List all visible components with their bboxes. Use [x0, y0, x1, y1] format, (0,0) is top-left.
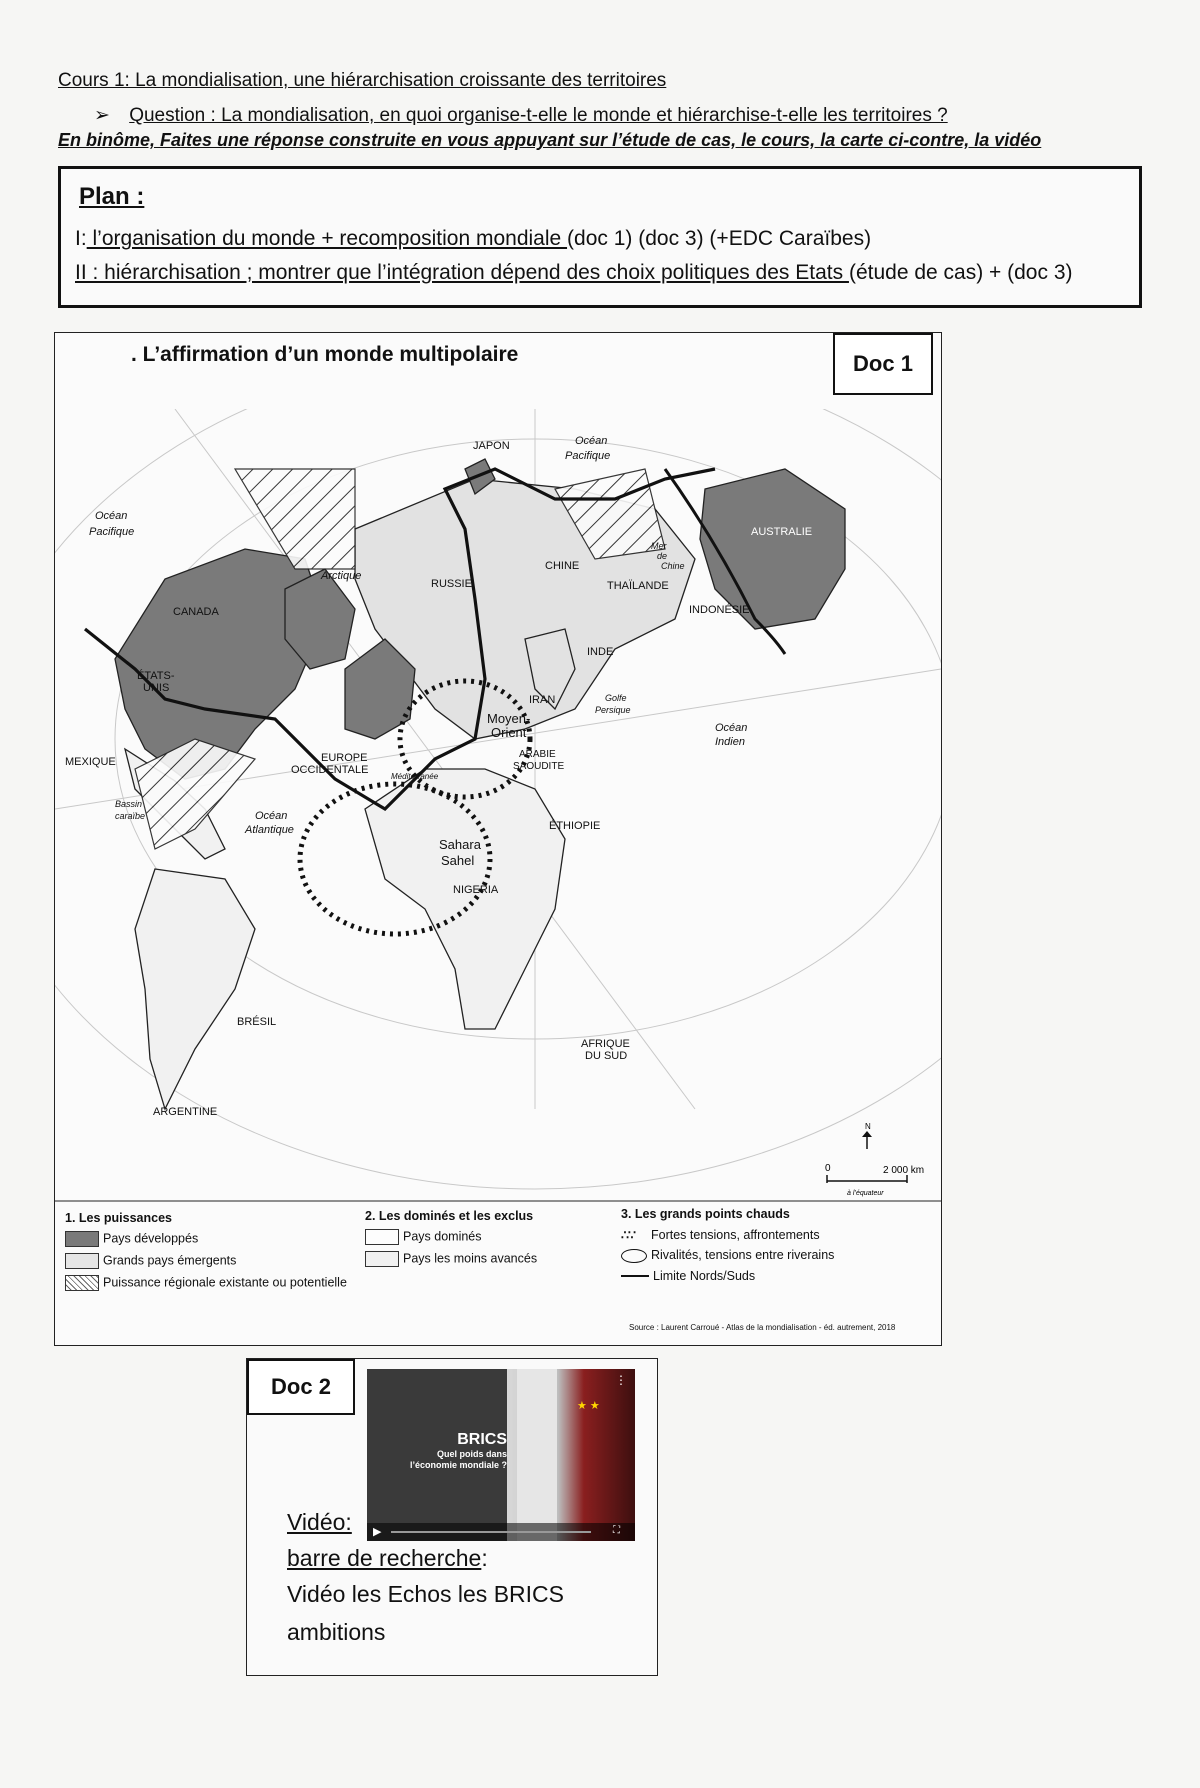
- scale-bar: [825, 1163, 924, 1197]
- legend-item-rivalries: [621, 1248, 834, 1263]
- plan-line-2: [75, 261, 1073, 285]
- legend-group-1-title: 1. Les puissances: [65, 1211, 173, 1225]
- label-ocean-pacifique-left-1: Océan: [95, 510, 128, 522]
- menu-icon[interactable]: ⋮: [615, 1373, 627, 1387]
- search-query-2: ambitions: [287, 1619, 386, 1645]
- legend-item-least-developed: [365, 1251, 537, 1267]
- label-bresil: BRÉSIL: [237, 1016, 277, 1028]
- video-subtitle-1: Quel poids dans: [436, 1449, 507, 1459]
- video-thumbnail[interactable]: [367, 1369, 635, 1541]
- legend-item-dominated: [365, 1229, 537, 1245]
- legend-label-tensions: Fortes tensions, affrontements: [651, 1228, 820, 1242]
- legend-group-2-title: 2. Les dominés et les exclus: [365, 1209, 534, 1223]
- label-iran: IRAN: [529, 694, 556, 706]
- legend-group-2: [365, 1209, 537, 1267]
- label-ocean-indien-2: Indien: [715, 736, 745, 748]
- video-curtain: [517, 1369, 557, 1541]
- video-label: Vidéo:: [287, 1509, 352, 1535]
- label-inde: INDE: [587, 646, 614, 658]
- video-title-block: [377, 1431, 507, 1471]
- legend-label-developed: Pays développés: [103, 1231, 199, 1246]
- fullscreen-icon[interactable]: ⛶: [613, 1525, 620, 1536]
- doc1-map-frame: [54, 332, 942, 1346]
- legend-label-regional: Puissance régionale existante ou potentielle: [103, 1275, 347, 1290]
- label-sahara-1: Sahara: [439, 837, 481, 852]
- label-etats-unis-2: UNIS: [143, 682, 170, 694]
- world-map: [55, 409, 941, 1345]
- label-indonesie: INDONÉSIE: [689, 604, 750, 616]
- label-golfe-2: Persique: [595, 705, 631, 715]
- plan-line-1-prefix: I:: [75, 227, 87, 250]
- legend-group-3: [621, 1207, 834, 1283]
- label-bassin-1: Bassin: [115, 799, 143, 809]
- swatch-dominated: [365, 1229, 399, 1245]
- swatch-regional: [65, 1275, 99, 1291]
- video-title: BRICS: [457, 1431, 507, 1448]
- plan-line-1-rest: (doc 1) (doc 3) (+EDC Caraïbes): [567, 227, 872, 250]
- label-ocean-pacifique-1: Océan: [575, 435, 608, 447]
- label-chine: CHINE: [545, 560, 580, 572]
- swatch-developed: [65, 1231, 99, 1247]
- doc2-box: [246, 1358, 658, 1676]
- label-ocean-atlantique-1: Océan: [255, 810, 288, 822]
- plan-line-1: [75, 227, 871, 251]
- question-text: Question : La mondialisation, en quoi organise-t-elle le monde et hiérarchise-t-elle les territoires ?: [129, 105, 948, 126]
- play-icon[interactable]: ▶: [373, 1526, 382, 1538]
- label-australie: AUSTRALIE: [751, 526, 813, 538]
- label-mer-2: de: [657, 551, 668, 561]
- label-canada: CANADA: [173, 606, 219, 618]
- search-colon: :: [481, 1545, 488, 1571]
- label-ocean-pacifique-left-2: Pacifique: [89, 526, 135, 538]
- legend-label-dominated: Pays dominés: [403, 1229, 482, 1244]
- label-moyen-1: Moyen-: [487, 711, 531, 726]
- legend-label-limit: Limite Nords/Suds: [653, 1268, 756, 1283]
- label-arabie-2: SAOUDITE: [513, 761, 565, 772]
- legend-item-emerging: [65, 1253, 347, 1269]
- search-query-1: Vidéo les Echos les BRICS: [287, 1581, 564, 1607]
- svg-text:à l’équateur: à l’équateur: [847, 1190, 884, 1197]
- limit-line-icon: [621, 1275, 649, 1277]
- label-bassin-2: caraïbe: [115, 811, 146, 821]
- legend-label-rivalries: Rivalités, tensions entre riverains: [651, 1248, 835, 1262]
- label-golfe-1: Golfe: [605, 693, 627, 703]
- video-controls: [367, 1523, 635, 1541]
- swatch-least-developed: [365, 1251, 399, 1267]
- svg-text:0: 0: [825, 1163, 831, 1174]
- legend-item-regional: [65, 1275, 347, 1291]
- label-sahara-2: Sahel: [441, 853, 475, 868]
- label-arabie-1: ARABIE: [519, 749, 556, 760]
- plan-box: [58, 166, 1142, 308]
- legend-group-3-title: 3. Les grands points chauds: [621, 1207, 790, 1221]
- legend-label-least-developed: Pays les moins avancés: [403, 1251, 538, 1266]
- label-mediterranee: Méditerranée: [391, 772, 439, 781]
- legend-item-tensions: [621, 1227, 834, 1242]
- label-afrique-2: DU SUD: [585, 1050, 628, 1062]
- north-arrow: [862, 1122, 872, 1149]
- label-afrique-1: AFRIQUE: [581, 1038, 630, 1050]
- doc1-title: . L’affirmation d’un monde multipolaire: [131, 343, 519, 366]
- plan-line-2-underlined: II : hiérarchisation ; montrer que l’intégration dépend des choix politiques des Etats: [75, 261, 849, 284]
- search-label-line: [287, 1545, 488, 1572]
- label-argentine: ARGENTINE: [153, 1106, 218, 1118]
- label-thailande: THAÏLANDE: [607, 580, 669, 592]
- plan-line-2-rest: (étude de cas) + (doc 3): [848, 261, 1073, 284]
- label-europe-1: EUROPE: [321, 752, 368, 764]
- legend-group-1: [65, 1211, 347, 1291]
- doc1-label: Doc 1: [833, 333, 933, 395]
- star-icon: ★ ★: [577, 1400, 600, 1412]
- legend-item-developed: [65, 1231, 347, 1247]
- legend-label-emerging: Grands pays émergents: [103, 1253, 237, 1268]
- swatch-emerging: [65, 1253, 99, 1269]
- label-japon: JAPON: [473, 440, 510, 452]
- video-progress-bar[interactable]: [391, 1531, 591, 1533]
- label-russie: RUSSIE: [431, 578, 472, 590]
- label-europe-2: OCCIDENTALE: [291, 764, 369, 776]
- plan-title: Plan :: [79, 183, 145, 210]
- label-mer-1: Mer: [651, 541, 667, 551]
- label-mer-3: Chine: [661, 561, 685, 571]
- tension-dots-icon: ∴∵: [621, 1228, 635, 1242]
- legend-item-limit: [621, 1269, 834, 1283]
- rivalry-ellipse-icon: [621, 1249, 647, 1263]
- label-ocean-atlantique-2: Atlantique: [245, 824, 294, 836]
- land-south-america: [135, 869, 255, 1109]
- map-source: Source : Laurent Carroué - Atlas de la mondialisation - éd. autrement, 2018: [629, 1323, 896, 1332]
- arrow-icon: ➢: [94, 105, 110, 126]
- search-label: barre de recherche: [287, 1545, 482, 1571]
- label-arctique: Arctique: [321, 570, 362, 582]
- land-north-america: [115, 549, 325, 779]
- label-etats-unis-1: ÉTATS-: [137, 670, 175, 682]
- label-ocean-pacifique-2: Pacifique: [565, 450, 611, 462]
- instruction-text: En binôme, Faites une réponse construite en vous appuyant sur l’étude de cas, le cours, la carte ci-contre, la vidéo: [58, 130, 1042, 150]
- label-moyen-2: Orient: [491, 725, 527, 740]
- label-ocean-indien-1: Océan: [715, 722, 748, 734]
- doc2-label: Doc 2: [247, 1359, 355, 1415]
- label-mexique: MEXIQUE: [65, 756, 116, 768]
- course-title: Cours 1: La mondialisation, une hiérarchisation croissante des territoires: [58, 70, 667, 91]
- label-ethiopie: ÉTHIOPIE: [549, 820, 601, 832]
- label-nigeria: NIGERIA: [453, 884, 499, 896]
- question-line: [94, 104, 948, 127]
- plan-line-1-underlined: l’organisation du monde + recomposition mondiale: [86, 227, 568, 250]
- video-subtitle-2: l’économie mondiale ?: [409, 1460, 507, 1470]
- svg-text:N: N: [865, 1122, 871, 1131]
- svg-text:2 000 km: 2 000 km: [883, 1165, 925, 1176]
